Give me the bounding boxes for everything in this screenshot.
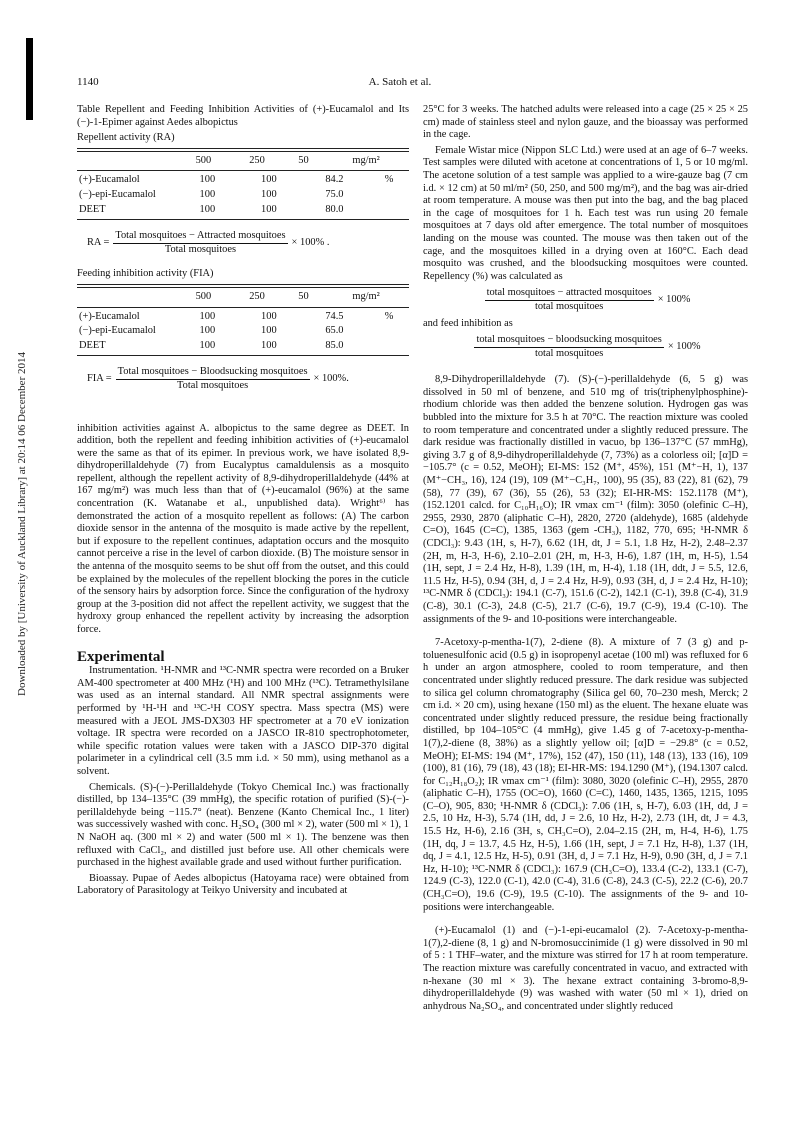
column-header: 50 [298, 290, 309, 302]
cell: 100 [261, 325, 277, 337]
table-rule [77, 151, 409, 152]
margin-black-bar [26, 38, 33, 120]
row-label: DEET [79, 203, 106, 215]
column-header: mg/m² [352, 290, 380, 302]
formula-fraction [474, 334, 663, 360]
cell: 65.0 [325, 325, 344, 337]
cell: 100 [199, 203, 216, 215]
instrumentation-paragraph: Instrumentation. ¹H-NMR and ¹³C-NMR spectra were recorded on a Bruker AM-400 spectrometer at 400 MHz (¹H) and 100 MHz (¹³C). Tetramethylsilane was used as an internal standard. All NMR spectral assignments were performed by ¹H-¹H and ¹³C-¹H COSY spectra. Mass spectra (MS) were measured with a JEOL JMS-DX303 HF spectrometer at a 70 eV ionization voltage. IR spectra were recorded on a JASCO IR-810 spectrophotometer, while specific rotation values were taken with a JASCO DIP-370 digital polarimeter in a cylindrical cell (3.5 mm i.d. × 50 mm), using methanol as a solvent. [77, 665, 409, 777]
table-header-row [77, 290, 409, 305]
table-rule [77, 284, 409, 285]
table-row [77, 310, 409, 325]
table-row [77, 324, 409, 339]
page-header [70, 76, 730, 92]
formula-denominator: Total mosquitoes [164, 243, 236, 255]
table-title: Table Repellent and Feeding Inhibition Activities of (+)-Eucamalol and Its (−)-1-Epimer against Aedes albopictus [77, 104, 409, 128]
column-header: 500 [195, 290, 212, 302]
unit-cell: % [384, 310, 394, 322]
cell: 100 [199, 325, 216, 337]
ra-table [77, 154, 409, 169]
row-label: (−)-epi-Eucamalol [79, 325, 156, 337]
download-watermark: Downloaded by [University of Auckland Library] at 20:14 06 December 2014 [16, 352, 28, 696]
cell: 74.5 [325, 310, 344, 322]
table-row [77, 173, 409, 188]
cell: 100 [261, 203, 277, 215]
cell: 80.0 [325, 203, 344, 215]
mice-paragraph: Female Wistar mice (Nippon SLC Ltd.) were used at an age of 6–7 weeks. Test samples were diluted with acetone at concentrations of 1, 5 or 10 mg/ml. The acetone solution of a test sample was applied to a wire-gauze bag (7 cm i.d. × 12 cm) at 50 ml/m² (50, 250, and 500 mg/m²), and the bag was air-dried at room temperature. A mouse was then put into the bag, and the bag placed in the cage of mosquitoes for 1 h. Each test was run using 20 female mosquitoes at 7 days old after emergence. The total number of mosquitoes landing on the mouse was counted. The mouse was then taken out of the cage, and the mosquitoes killed in a drying oven at 160°C. Each dead mosquito was crushed, and the bloodsucking mosquitoes were counted. Repellency (%) was calculated as [423, 144, 748, 282]
cell: 100 [199, 310, 216, 322]
running-head: A. Satoh et al. [368, 76, 432, 88]
formula-fraction [485, 287, 654, 313]
column-header: 250 [249, 290, 265, 302]
row-label: (+)-Eucamalol [79, 174, 140, 186]
table-row [77, 188, 409, 203]
formula-lhs: RA = [87, 236, 110, 248]
cell: 100 [199, 339, 216, 351]
ra-heading: Repellent activity (RA) [77, 132, 175, 144]
formula-rhs: × 100% [667, 340, 701, 352]
row-label: (−)-epi-Eucamalol [79, 188, 156, 200]
ra-table-body [77, 173, 409, 217]
formula-numerator: Total mosquitoes − Bloodsucking mosquitoes [116, 366, 310, 380]
compound-1-paragraph: (+)-Eucamalol (1) and (−)-1-epi-eucamalol (2). 7-Acetoxy-p-mentha-1(7),2-diene (8, 1 g) and N-bromosuccinimide (1 g) were dissolved in 90 ml of 5 : 1 THF–water, and the mixture was stirred for 17 h at room temperature. The reaction mixture was carefully concentrated in vacuo, and extracted with n-hexane (30 ml × 3). The hexane extract containing 3-bromo-8,9-dihydroperillaldehyde (9) was washed with water (50 ml × 1), dried on anhydrous Na₂SO₄, and concentrated under slightly reduced [423, 925, 748, 1012]
bioassay-paragraph: Bioassay. Pupae of Aedes albopictus (Hatoyama race) were obtained from Laboratory of Parasitology at Teikyo University and incubated at [77, 872, 409, 897]
table-rule [77, 148, 409, 149]
chemicals-paragraph: Chemicals. (S)-(−)-Perillaldehyde (Tokyo Chemical Inc.) was fractionally distilled, bp 134–135°C (39 mmHg), the specific rotation of purified (S)-(−)-perillaldehyde being −115.7° (neat). Benzene (Kanto Chemical Inc., 1 liter) was successively washed with conc. H₂SO₄ (300 ml × 2), water (500 ml × 1), 1 N NaOH aq. (300 ml × 2) and water (500 ml × 1). The benzene was then refluxed with CaCl₂, and distilled just before use. All other chemicals were purchased in the highest available grade and used without further purification. [77, 781, 409, 869]
formula-fraction [113, 230, 287, 256]
formula-rhs: × 100% . [291, 236, 330, 248]
table-rule [77, 307, 409, 308]
page-number: 1140 [77, 76, 99, 88]
section-heading: Experimental [77, 648, 165, 665]
formula-lhs: FIA = [87, 373, 112, 385]
feed-formula [423, 334, 748, 360]
table-rule [77, 287, 409, 288]
compound-8-paragraph: 7-Acetoxy-p-mentha-1(7), 2-diene (8). A mixture of 7 (3 g) and p-toluenesulfonic acid (0.5 g) in isopropenyl acetae (100 ml) was refluxed for 6 h under an argon atmosphere, cooled to room temperature, and then concentrated under slightly reduced pressure. The dark residue was subjected to silica gel column chromatography (Silica gel 60, 70–230 mesh, Merck; 2 cm i.d. × 20 cm), using hexane (150 ml) as the eluent. The hexane eluate was concentrated under slightly reduced pressure, the residue being fractionally distilled, bp 104–105°C (4 mmHg), give 1.45 g of 7-acetoxy-p-mentha-1(7),2-diene (8, 38%) as a slightly yellow oil; [α]D = −29.8° (c = 0.52, MeOH); EI-MS: 194 (M⁺, 17%), 152 (47), 150 (11), 148 (13), 133 (16), 109 (100), 81 (16), 79 (18), 43 (18); EI-HR-MS: 194.1290 (M⁺), (194.1307 calcd. for C₁₂H₁₈O₂); IR νmax cm⁻¹ (film): 3080, 3020 (olefinic C–H), 2955, 2870 (aliphatic C–H), 1755 (OC=O), 1660 (C=C), 1460, 1435, 1365, 1215, 1095 (C–O), 905, 830; ¹H-NMR δ (CDCl₃): 7.06 (1H, s, H-7), 6.03 (1H, dd, J = 2.5, 10 Hz, H-3), 5.74 (1H, dd, J = 2.6, 10 Hz, H-2), 2.73 (1H, dt, J = 4.3, 15.5 Hz, H-6), 2.16 (3H, s, CH₃C=O), 2.04–2.15 (2H, m, H-4, H-6), 1.75 (1H, dq, J = 13.7, 4.5 Hz, H-5), 1.66 (1H, sept, J = 7.1 Hz, H-8), 1.37 (1H, dq, J = 4.1, 12.5 Hz, H-5), 0.91 (3H, d, J = 7.1 Hz, H-9), 0.90 (3H, d, J = 7.1 Hz, H-10); ¹³C-NMR δ (CDCl₃): 167.9 (CH₃C=O), 133.4 (C-2), 133.1 (C-7), 124.9 (C-3), 122.0 (C-1), 42.0 (C-4), 31.6 (C-8), 24.3 (C-5), 22.2 (C-6), 20.7 (CH₃C=O), 19.6 (C-9), 19.5 (C-10). The assignments of the 9- and 10-positions were interchangeable. [423, 637, 748, 913]
row-label: DEET [79, 339, 106, 351]
column-header: mg/m² [352, 154, 380, 166]
table-rule [77, 170, 409, 171]
formula-rhs: × 100% [657, 294, 691, 306]
cell: 85.0 [325, 339, 344, 351]
feed-intro: and feed inhibition as [423, 317, 513, 329]
formula-denominator: Total mosquitoes [177, 379, 249, 391]
table-row [77, 203, 409, 218]
formula-denominator: total mosquitoes [534, 300, 604, 312]
fia-formula [87, 366, 409, 392]
ra-formula [87, 230, 409, 256]
discussion-paragraph: inhibition activities against A. albopictus to the same degree as DEET. In addition, both the repellent and feeding inhibition activities of (+)-eucamalol were the same as that of its epimer. In previous work, we have isolated 8,9-dihydroperillaldehyde (7) from Eucalyptus camaldulensis as a mosquito repellent, although the repellent activity of 8,9-dihydroperillaldehyde (44% at 167 mg/m²) was much less than that of (+)-eucamalol (96%) at the same concentration (K. Watanabe et al., unpublished data). Wright⁶⁾ has demonstrated the action of a mosquito repellent as follows: (A) The carbon dioxide sensor in the antenna of the mosquito is made active by the repellent, but if exposure to the repellent continues, adaptation occurs and the mosquito cannot perceive a rise in the level of carbon dioxide. (B) The moisture sensor in the antenna of the mosquito seems to be shut off from the outset, and this could be explained by the molecules of the repellent blocking the pores in the cuticle of the sensory hairs by adsorption force. Since the configuration of the hydroxy group at the 3-position did not affect the repellent activity, we suggest that the hydroxy group enhanced the repellent activity by increasing the adsorption force. [77, 422, 409, 635]
formula-numerator: Total mosquitoes − Attracted mosquitoes [113, 230, 287, 244]
right-column [423, 104, 748, 1016]
bioassay-continued: 25°C for 3 weeks. The hatched adults were released into a cage (25 × 25 × 25 cm) made of stainless steel and nylon gauze, and the bioassay was performed in the cage. [423, 104, 748, 141]
cell: 100 [261, 310, 277, 322]
cell: 84.2 [325, 174, 344, 186]
cell: 100 [261, 339, 277, 351]
left-column [77, 104, 409, 901]
repellency-formula [423, 287, 748, 313]
row-label: (+)-Eucamalol [79, 310, 140, 322]
table-row [77, 339, 409, 354]
formula-rhs: × 100%. [313, 373, 349, 385]
formula-fraction [116, 366, 310, 392]
formula-numerator: total mosquitoes − attracted mosquitoes [485, 287, 654, 301]
cell: 75.0 [325, 188, 344, 200]
column-header: 250 [249, 154, 265, 166]
fia-table [77, 290, 409, 305]
unit-cell: % [384, 174, 394, 186]
fia-table-body [77, 310, 409, 354]
column-header: 500 [195, 154, 212, 166]
compound-7-paragraph: 8,9-Dihydroperillaldehyde (7). (S)-(−)-perillaldehyde (6, 5 g) was dissolved in 50 ml of benzene, and 510 mg of tris(triphenylphosphine)-rhodium chloride was then added the benzene solution. Hydrogen gas was bubbled into the mixture for 3.5 h at 70°C. The reaction mixture was cooled to room temperature and concentrated under a slightly reduced pressure. The dark residue was fractionally distilled in vacuo, bp 136–137°C (57 mmHg), giving 3.7 g of 8,9-dihydroperillaldehyde (7, 73%) as a colorless oil; [α]D = −105.7° (c = 0.52, MeOH); EI-MS: 152 (M⁺, 45%), 151 (M⁺−H, 1), 137 (M⁺−CH₃, 16), 124 (19), 109 (M⁺−C₃H₇, 100), 95 (35), 83 (22), 81 (62), 79 (58), 77 (39), 67 (36), 55 (26), 53 (32); EI-HR-MS: 152.1178 (M⁺), (152.1201 calcd. for C₁₀H₁₆O); IR νmax cm⁻¹ (film): 3050 (olefinic C–H), 2955, 2930, 2870 (aliphatic C–H), 2820, 2720 (aldehyde), 1685 (aldehyde C=O), 1645 (C=C), 1385, 1363 (gem -CH₃), 1182, 770, 695; ¹H-NMR δ (CDCl₃): 9.43 (1H, s, H-7), 6.62 (1H, dt, J = 5.1, 1.8 Hz, H-2), 2.48–2.37 (2H, m, H-3, H-6), 2.10–2.01 (2H, m, H-3, H-6), 1.87 (1H, m, H-5), 1.54 (1H, sept, J = 2.4 Hz, H-8), 1.39 (1H, m, H-4), 1.18 (1H, ddt, J = 5.5, 12.6, 11.5 Hz, H-5), 0.94 (3H, d, J = 2.4 Hz, H-9), 0.93 (3H, d, J = 2.4 Hz, H-10); ¹³C-NMR δ (CDCl₃): 194.1 (C-7), 151.6 (C-2), 142.1 (C-1), 39.8 (C-4), 31.9 (C-8), 30.1 (C-3), 24.8 (C-5), 21.7 (C-6), 19.7 (C-9), 19.4 (C-10). The assignments of the 9- and 10-positions were interchangeable. [423, 374, 748, 625]
table-rule [77, 219, 409, 220]
fia-heading: Feeding inhibition activity (FIA) [77, 268, 214, 280]
cell: 100 [261, 174, 277, 186]
formula-numerator: total mosquitoes − bloodsucking mosquitoes [474, 334, 663, 348]
column-header: 50 [298, 154, 309, 166]
cell: 100 [199, 188, 216, 200]
cell: 100 [199, 174, 216, 186]
table-rule [77, 355, 409, 356]
table-header-row [77, 154, 409, 169]
cell: 100 [261, 188, 277, 200]
formula-denominator: total mosquitoes [534, 347, 604, 359]
